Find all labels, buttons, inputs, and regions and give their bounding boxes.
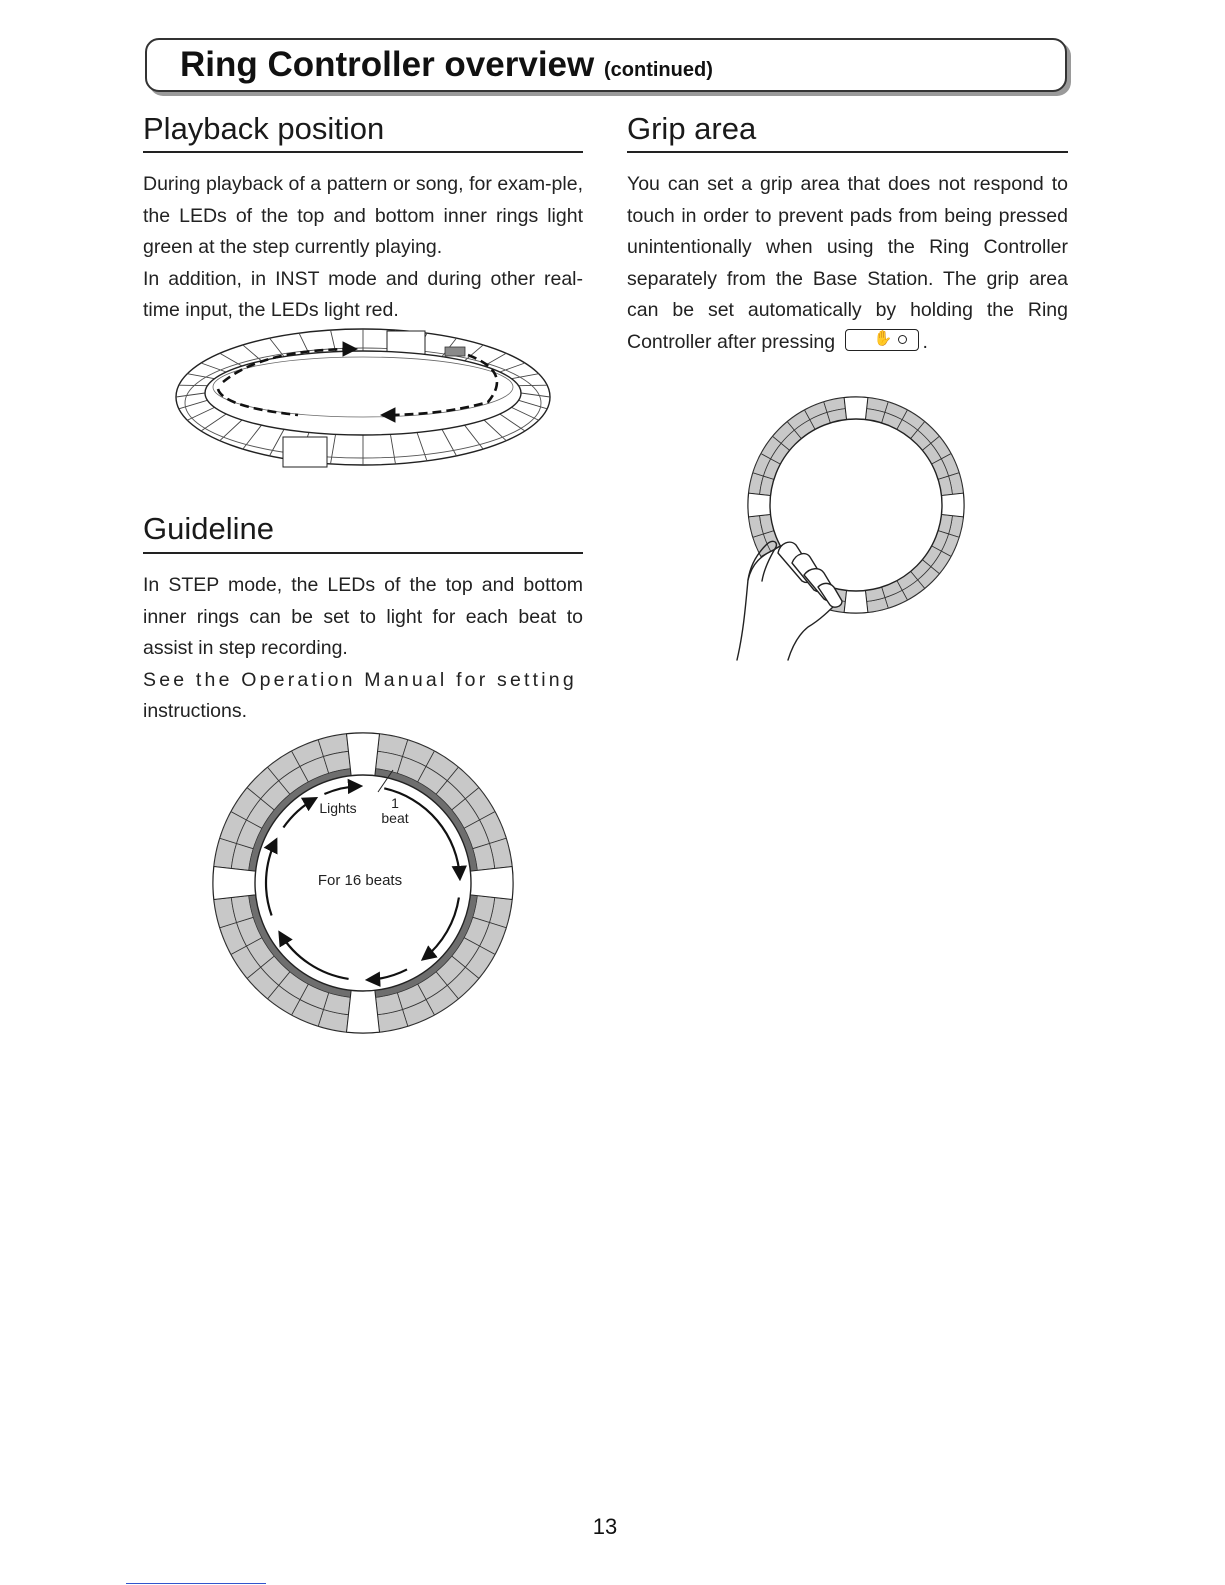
grip-section-rule (627, 151, 1068, 153)
footer-link-underline (126, 1583, 266, 1584)
label-beat: beat (381, 810, 409, 826)
playback-paragraph-1: During playback of a pattern or song, for exam-ple, the LEDs of the top and bottom inner rings light green at the step currently playing. (143, 173, 583, 258)
guideline-body (143, 570, 583, 728)
playback-body (143, 169, 583, 327)
grip-body (627, 169, 1068, 358)
page-title-text: Ring Controller overview (180, 45, 595, 84)
guideline-section-rule (143, 552, 583, 554)
torus-segment (179, 385, 208, 386)
grip-ring-white-block (844, 397, 868, 420)
playback-ring-figure (170, 325, 560, 470)
playback-section-rule (143, 151, 583, 153)
guideline-ring-figure (210, 730, 516, 1036)
label-for-16-beats: For 16 beats (317, 872, 403, 889)
torus-white-block-bottom (283, 437, 327, 467)
guideline-section-title: Guideline (143, 511, 274, 546)
hand-icon: ✋ (873, 330, 893, 348)
guideline-paragraph-2-rest: instructions. (143, 700, 248, 722)
current-step-led (445, 347, 465, 356)
guide-ring-white-block (347, 733, 380, 776)
guide-ring-white-block (213, 867, 256, 900)
grip-ring-white-block (748, 493, 771, 517)
guide-ring-white-block (470, 867, 513, 900)
grip-section-title: Grip area (627, 111, 757, 146)
guideline-paragraph-2-spaced: See the Operation Manual for setting (143, 668, 577, 691)
grip-ring-white-block (844, 590, 868, 613)
key-dot-icon (898, 335, 907, 344)
grip-paragraph-end: . (922, 330, 928, 353)
torus-segment (519, 385, 548, 386)
playback-section-title: Playback position (143, 111, 385, 146)
grip-hold-key-icon (845, 329, 919, 351)
page-title-continued: (continued) (603, 59, 713, 81)
label-lights: Lights (319, 800, 357, 816)
grip-ring-figure (730, 395, 970, 665)
page-title (180, 40, 713, 90)
playback-paragraph-2: In addition, in INST mode and during other real-time input, the LEDs light red. (143, 267, 583, 321)
guide-ring-white-block (347, 990, 380, 1033)
grip-paragraph-text: You can set a grip area that does not respond to touch in order to prevent pads from being pressed unintentionally when using the Ring Controller separately from the Base Station. The grip area can be set automatically by holding the Ring Controller after pressing (627, 173, 1068, 353)
guideline-paragraph-1: In STEP mode, the LEDs of the top and bottom inner rings can be set to light for each beat to assist in step recording. (143, 574, 583, 659)
page-number: 13 (592, 1514, 618, 1539)
label-one: 1 (391, 795, 399, 811)
grip-ring-white-block (941, 493, 964, 517)
